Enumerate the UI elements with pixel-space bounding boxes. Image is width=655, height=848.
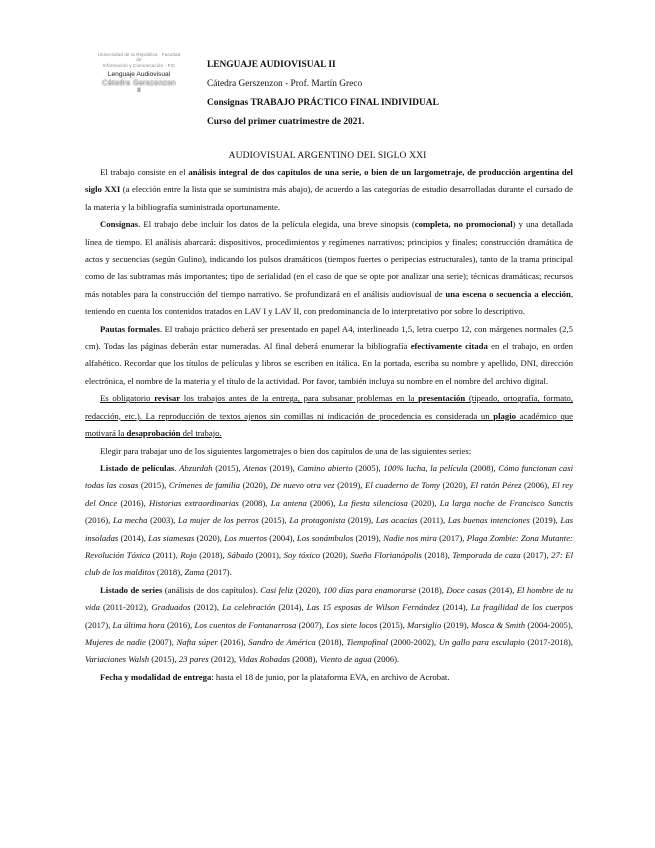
- series-item-title: 23 pares: [178, 654, 209, 665]
- film-item: [383, 463, 498, 473]
- series-item: [151, 602, 222, 612]
- series-item: [320, 654, 399, 664]
- film-item-title: Camino abierto: [297, 462, 353, 473]
- film-item-year: (2001),: [253, 549, 284, 560]
- series-item-title: Vidas Robadas: [238, 654, 291, 665]
- series-item-title: Los cuentos de Fontanarrosa: [194, 619, 297, 630]
- paragraph-warning: Es obligatorio revisar los trabajos antes de la entrega, para subsanar problemas en la presentación (tipeado, ortografía, formato, redacción, etc.). La reproducción de textos ajenos sin comillas ni indicación de procedencia es considerada un plagio académico que motivará la desaprobación del trabajo.: [85, 393, 573, 439]
- series-item-title: Las 15 esposas de Wilson Fernández: [306, 602, 440, 613]
- film-item: [180, 550, 227, 560]
- series-item: [346, 637, 438, 647]
- film-item-title: Cómo funcionan casi todas las cosas: [85, 462, 573, 491]
- film-item-year: (2020),: [319, 549, 351, 560]
- paragraph-film-list: Listado de películas. Abzurdah (2015), Atenas (2019), Camino abierto (2005), 100% lucha, la película (2008), Cómo funcionan casi todas las cosas (2015), Crímenes de familia (2020), De nuevo otra vez (2019), El cuaderno de Tomy (2020), El ratón Pérez (2006), El rey del Once (2016), Historias extraordinarias (2008), La antena (2006), La fiesta silenciosa (2020), La larga noche de Francisco Sanctis (2016), La mecha (2003), La mujer de los perros (2015), La protagonista (2019), Las acacias (2011), Las buenas intenciones (2019), Las insoladas (2014), Las siamesas (2020), Los muertos (2004), Los sonámbulos (2019), Nadie nos mira (2017), Plaga Zombie: Zona Mutante: Revolución Tóxica (2011), Rojo (2018), Sábado (2001), Soy tóxico (2020), Sueño Florianópolis (2018), Temporada de caza (2017), 27: El club de los malditos (2018), Zama (2017).: [85, 462, 574, 578]
- film-item-year: (2019),: [266, 462, 298, 473]
- film-item-title: Los sonámbulos: [296, 532, 354, 543]
- logo-institution-line2: Información y Comunicación · FIC: [102, 62, 176, 68]
- logo-number: II: [137, 87, 141, 95]
- film-item-title: La mecha: [112, 515, 148, 526]
- film-item-title: Soy tóxico: [283, 549, 320, 560]
- series-item-year: (2020),: [293, 584, 324, 595]
- film-item-title: Las siamesas: [148, 532, 195, 543]
- film-item-year: (2015),: [138, 480, 169, 491]
- logo-subject-name: Lenguaje Audiovisual: [107, 71, 171, 79]
- film-item-title: Plaga Zombie: Zona Mutante: Revolución Tóxica: [85, 532, 573, 560]
- film-item: [448, 515, 561, 525]
- film-item-year: (2011),: [417, 515, 448, 526]
- series-item: [323, 585, 446, 595]
- logo-catedra: Cátedra Gerszenzon: [102, 78, 176, 88]
- film-item: [113, 515, 178, 525]
- series-item-year: (2008),: [290, 654, 320, 665]
- catedra-line: Cátedra Gerszenzon - Prof. Martín Greco: [207, 79, 363, 89]
- film-item: [284, 550, 351, 560]
- series-item: [446, 585, 516, 595]
- film-item-year: (2004),: [267, 532, 297, 543]
- series-item-year: (2017),: [85, 619, 113, 630]
- series-item: [307, 602, 471, 612]
- subject-title: LENGUAJE AUDIOVISUAL II: [207, 60, 336, 70]
- series-item: [260, 585, 323, 595]
- logo-institution-line1: Universidad de la República · Facultad de: [97, 52, 181, 63]
- film-item-title: La larga noche de Francisco Sanctis: [439, 497, 573, 508]
- film-item-title: Atenas: [243, 462, 267, 473]
- series-item-title: La fragilidad de los cuerpos: [470, 602, 573, 613]
- paragraph-delivery: [85, 669, 573, 686]
- film-item: [350, 550, 452, 560]
- film-item-title: El ratón Pérez: [470, 480, 522, 491]
- film-item: [297, 533, 383, 543]
- series-item-year: (2014),: [275, 602, 307, 613]
- film-item: [149, 498, 271, 508]
- film-item: [339, 498, 440, 508]
- series-item-year: (2000-2002),: [387, 636, 439, 647]
- series-item-year: (2012),: [208, 654, 239, 665]
- delivery-text: : hasta el 18 de junio, por la plataforma EVA, en archivo de Acrobat.: [211, 671, 450, 682]
- series-item-year: (2007),: [296, 619, 327, 630]
- film-item: [270, 480, 365, 490]
- film-item-title: De nuevo otra vez: [270, 480, 335, 491]
- film-item-year: (2018),: [421, 549, 453, 560]
- consignas-text: TRABAJO PRÁCTICO FINAL INDIVIDUAL: [250, 98, 439, 108]
- series-item-title: Tiempofinal: [346, 636, 388, 647]
- series-item-title: Marsiglio: [407, 619, 442, 630]
- film-item-title: Sueño Florianópolis: [350, 549, 422, 560]
- series-item-year: (2015),: [377, 619, 408, 630]
- series-item: [176, 637, 248, 647]
- series-item-title: Mosca & Smith: [471, 619, 526, 630]
- series-item-year: (2014),: [439, 602, 471, 613]
- series-item: [222, 602, 307, 612]
- course-line: Curso del primer cuatrimestre de 2021.: [207, 117, 365, 127]
- series-item-title: El hombre de tu vida: [85, 584, 573, 613]
- film-item-year: (2019),: [345, 515, 376, 526]
- film-item-year: (2018),: [154, 567, 185, 578]
- series-item: [439, 637, 573, 647]
- paragraph-series-list: Listado de series (análisis de dos capítulos). Casi feliz (2020), 100 días para enamorarse (2018), Doce casas (2014), El hombre de tu vida (2011-2012), Graduados (2012), La celebración (2014), Las 15 esposas de Wilson Fernández (2014), La fragilidad de los cuerpos (2017), La última hora (2016), Los cuentos de Fontanarrosa (2007), Los siete locos (2015), Marsiglio (2019), Mosca & Smith (2004-2005), Mujeres de nadie (2007), Nafta súper (2016), Sandro de América (2018), Tiempofinal (2000-2002), Un gallo para esculapio (2017-2018), Variaciones Walsh (2015), 23 pares (2012), Vidas Robadas (2008), Viento de agua (2006).: [85, 584, 573, 665]
- document-title: AUDIOVISUAL ARGENTINO DEL SIGLO XXI: [228, 150, 427, 161]
- film-item-year: (2018),: [196, 549, 228, 560]
- film-item-title: El rey del Once: [85, 480, 573, 508]
- paragraph-intro: El trabajo consiste en el análisis integral de dos capítulos de una serie, o bien de un largometraje, de producción argentina del siglo XXI (a elección entre la lista que se suministra más abajo), de acuerdo a las categorías de estudio desarrolladas durante el cursado de la materia y la bibliografía suministrada oportunamente.: [85, 167, 573, 212]
- film-item-title: 100% lucha, la película: [383, 462, 468, 473]
- film-item-year: (2003),: [147, 515, 179, 526]
- film-item-year: (2017),: [520, 549, 552, 560]
- film-item-title: Zama: [184, 567, 205, 578]
- series-item-title: La última hora: [112, 619, 165, 630]
- series-item: [113, 620, 195, 630]
- series-item-year: (2016),: [164, 619, 195, 630]
- film-item-year: (2006),: [306, 497, 339, 508]
- consignas-line: [207, 94, 439, 113]
- film-item-title: Las insoladas: [85, 515, 573, 543]
- series-item-title: Doce casas: [446, 584, 487, 595]
- film-item-title: Los muertos: [224, 532, 268, 543]
- delivery-label: Fecha y modalidad de entrega: [100, 671, 212, 682]
- film-item-year: (2015),: [212, 462, 244, 473]
- film-item: [179, 463, 243, 473]
- film-item-year: (2020),: [240, 480, 271, 491]
- series-item: [326, 620, 407, 630]
- film-item-title: Las buenas intenciones: [447, 515, 530, 526]
- series-item-year: (2018),: [315, 636, 347, 647]
- film-item-year: (2016),: [85, 515, 113, 526]
- series-item-title: Sandro de América: [248, 636, 316, 647]
- series-item-title: Nafta súper: [176, 636, 218, 647]
- series-item-year: (2016),: [217, 636, 249, 647]
- catedra-logo: [96, 52, 182, 114]
- paragraph-choose: Elegir para trabajar uno de los siguientes largometrajes o bien dos capítulos de una de las siguientes series:: [100, 445, 472, 456]
- film-item: [178, 515, 289, 525]
- film-item-year: (2019),: [334, 480, 366, 491]
- series-item-year: (2007),: [145, 636, 177, 647]
- film-item-year: (2011),: [150, 549, 181, 560]
- film-item-title: Abzurdah: [179, 462, 213, 473]
- film-item-year: (2017).: [204, 567, 232, 578]
- series-item-year: (2017-2018),: [524, 636, 573, 647]
- film-item-year: (2008),: [238, 497, 271, 508]
- film-item-title: 27: El club de los malditos: [85, 549, 574, 578]
- series-item-year: (2018),: [416, 584, 447, 595]
- film-item-title: El cuaderno de Tomy: [365, 480, 440, 491]
- series-item-title: La celebración: [222, 602, 276, 613]
- film-item-year: (2017),: [436, 532, 467, 543]
- series-item-year: (2019),: [441, 619, 472, 630]
- document-body: [85, 164, 573, 686]
- film-item: [452, 550, 551, 560]
- film-item-title: Las acacias: [375, 515, 418, 526]
- film-item-title: Temporada de caza: [452, 549, 521, 560]
- document-header: [207, 56, 439, 132]
- film-item-year: (2008),: [467, 462, 499, 473]
- film-list-label: Listado de películas: [100, 462, 175, 473]
- series-item: [179, 654, 239, 664]
- film-item-title: La protagonista: [289, 515, 346, 526]
- series-item: [248, 637, 346, 647]
- series-item-title: Los siete locos: [326, 619, 378, 630]
- series-item-title: Un gallo para esculapio: [438, 636, 525, 647]
- film-item-year: (2005),: [352, 462, 384, 473]
- series-list-label: Listado de series: [100, 584, 163, 595]
- film-item: [184, 567, 231, 577]
- film-item-title: Nadie nos mira: [383, 532, 437, 543]
- series-item: [238, 654, 319, 664]
- film-item-year: (2020),: [194, 532, 225, 543]
- film-item-year: (2020),: [439, 480, 471, 491]
- series-item: [471, 620, 573, 630]
- paragraph-pautas: Pautas formales. El trabajo práctico deberá ser presentado en papel A4, interlineado 1,5, letra cuerpo 12, con márgenes normales (2,5 cm). Todas las páginas deberán estar numeradas. Al final deberá enumerar la bibliografía efectivamente citada en el trabajo, en orden alfabético. Recordar que los títulos de películas y libros se escriben en itálica. En la portada, escriba su nombre y apellido, DNI, dirección electrónica, el nombre de la materia y el título de la actividad. Por favor, también incluya su nombre en el nombre del archivo digital.: [85, 323, 573, 386]
- series-item-title: Viento de agua: [319, 654, 372, 665]
- film-item: [243, 463, 297, 473]
- film-item: [148, 533, 224, 543]
- series-item-year: (2004-2005),: [525, 619, 573, 630]
- series-item: [85, 654, 179, 664]
- film-item: [470, 480, 552, 490]
- series-item-title: Casi feliz: [260, 584, 294, 595]
- film-item-year: (2019),: [353, 532, 384, 543]
- series-item-title: Variaciones Walsh: [85, 654, 150, 665]
- film-item: [376, 515, 448, 525]
- film-item-title: Historias extraordinarias: [149, 497, 239, 508]
- series-item-title: Mujeres de nadie: [85, 636, 146, 647]
- series-item: [407, 620, 471, 630]
- film-item: [271, 498, 339, 508]
- film-item-title: Sábado: [227, 549, 254, 560]
- paragraph-consignas: Consignas. El trabajo debe incluir los datos de la película elegida, una breve sinopsis (completa, no promocional) y una detallada línea de tiempo. El análisis abarcará: dispositivos, procedimientos y regímenes narrativos; principios y finales; construcción dramática de actos y secuencias (según Gulino), indicando los pulsos dramáticos (tiempos fuertes o peripecias estructurales), tanto de la trama principal como de las subtramas más importantes; tipo de serialidad (en el caso de que se opte por analizar una serie); técnicas dramáticas; recursos más notables para la construcción del tiempo narrativo. Se profundizará en el análisis audiovisual de una escena o secuencia a elección, teniendo en cuenta los contenidos tratados en LAV I y LAV II, con predominancia de lo interpretativo por sobre lo descriptivo.: [85, 219, 574, 317]
- film-item: [227, 550, 283, 560]
- series-item-year: (2006).: [371, 654, 400, 665]
- film-item-title: Rojo: [180, 549, 197, 560]
- film-item-year: (2014),: [118, 532, 149, 543]
- series-item-year: (2011-2012),: [99, 602, 152, 613]
- film-item: [383, 533, 467, 543]
- consignas-label: Consignas: [207, 98, 249, 108]
- series-item: [85, 637, 176, 647]
- series-list: [85, 585, 573, 665]
- series-item-year: (2015),: [149, 654, 179, 665]
- series-item: [194, 620, 326, 630]
- film-item: [289, 515, 376, 525]
- film-item: [224, 533, 297, 543]
- series-item-year: (2014),: [486, 584, 517, 595]
- film-item: [297, 463, 383, 473]
- film-item-year: (2006),: [521, 480, 552, 491]
- film-item-year: (2020),: [407, 497, 440, 508]
- series-item-title: 100 días para enamorarse: [323, 584, 417, 595]
- film-item-year: (2015),: [258, 515, 290, 526]
- film-item-title: La fiesta silenciosa: [338, 497, 408, 508]
- film-item-year: (2016),: [117, 497, 150, 508]
- series-item-title: Graduados: [151, 602, 191, 613]
- film-item-title: La antena: [270, 497, 307, 508]
- film-item-title: La mujer de los perros: [178, 515, 259, 526]
- film-item-year: (2019),: [529, 515, 561, 526]
- film-item: [365, 480, 470, 490]
- series-item-year: (2012),: [190, 602, 222, 613]
- film-item: [169, 480, 271, 490]
- film-list: [85, 463, 573, 577]
- film-item-title: Crímenes de familia: [168, 480, 241, 491]
